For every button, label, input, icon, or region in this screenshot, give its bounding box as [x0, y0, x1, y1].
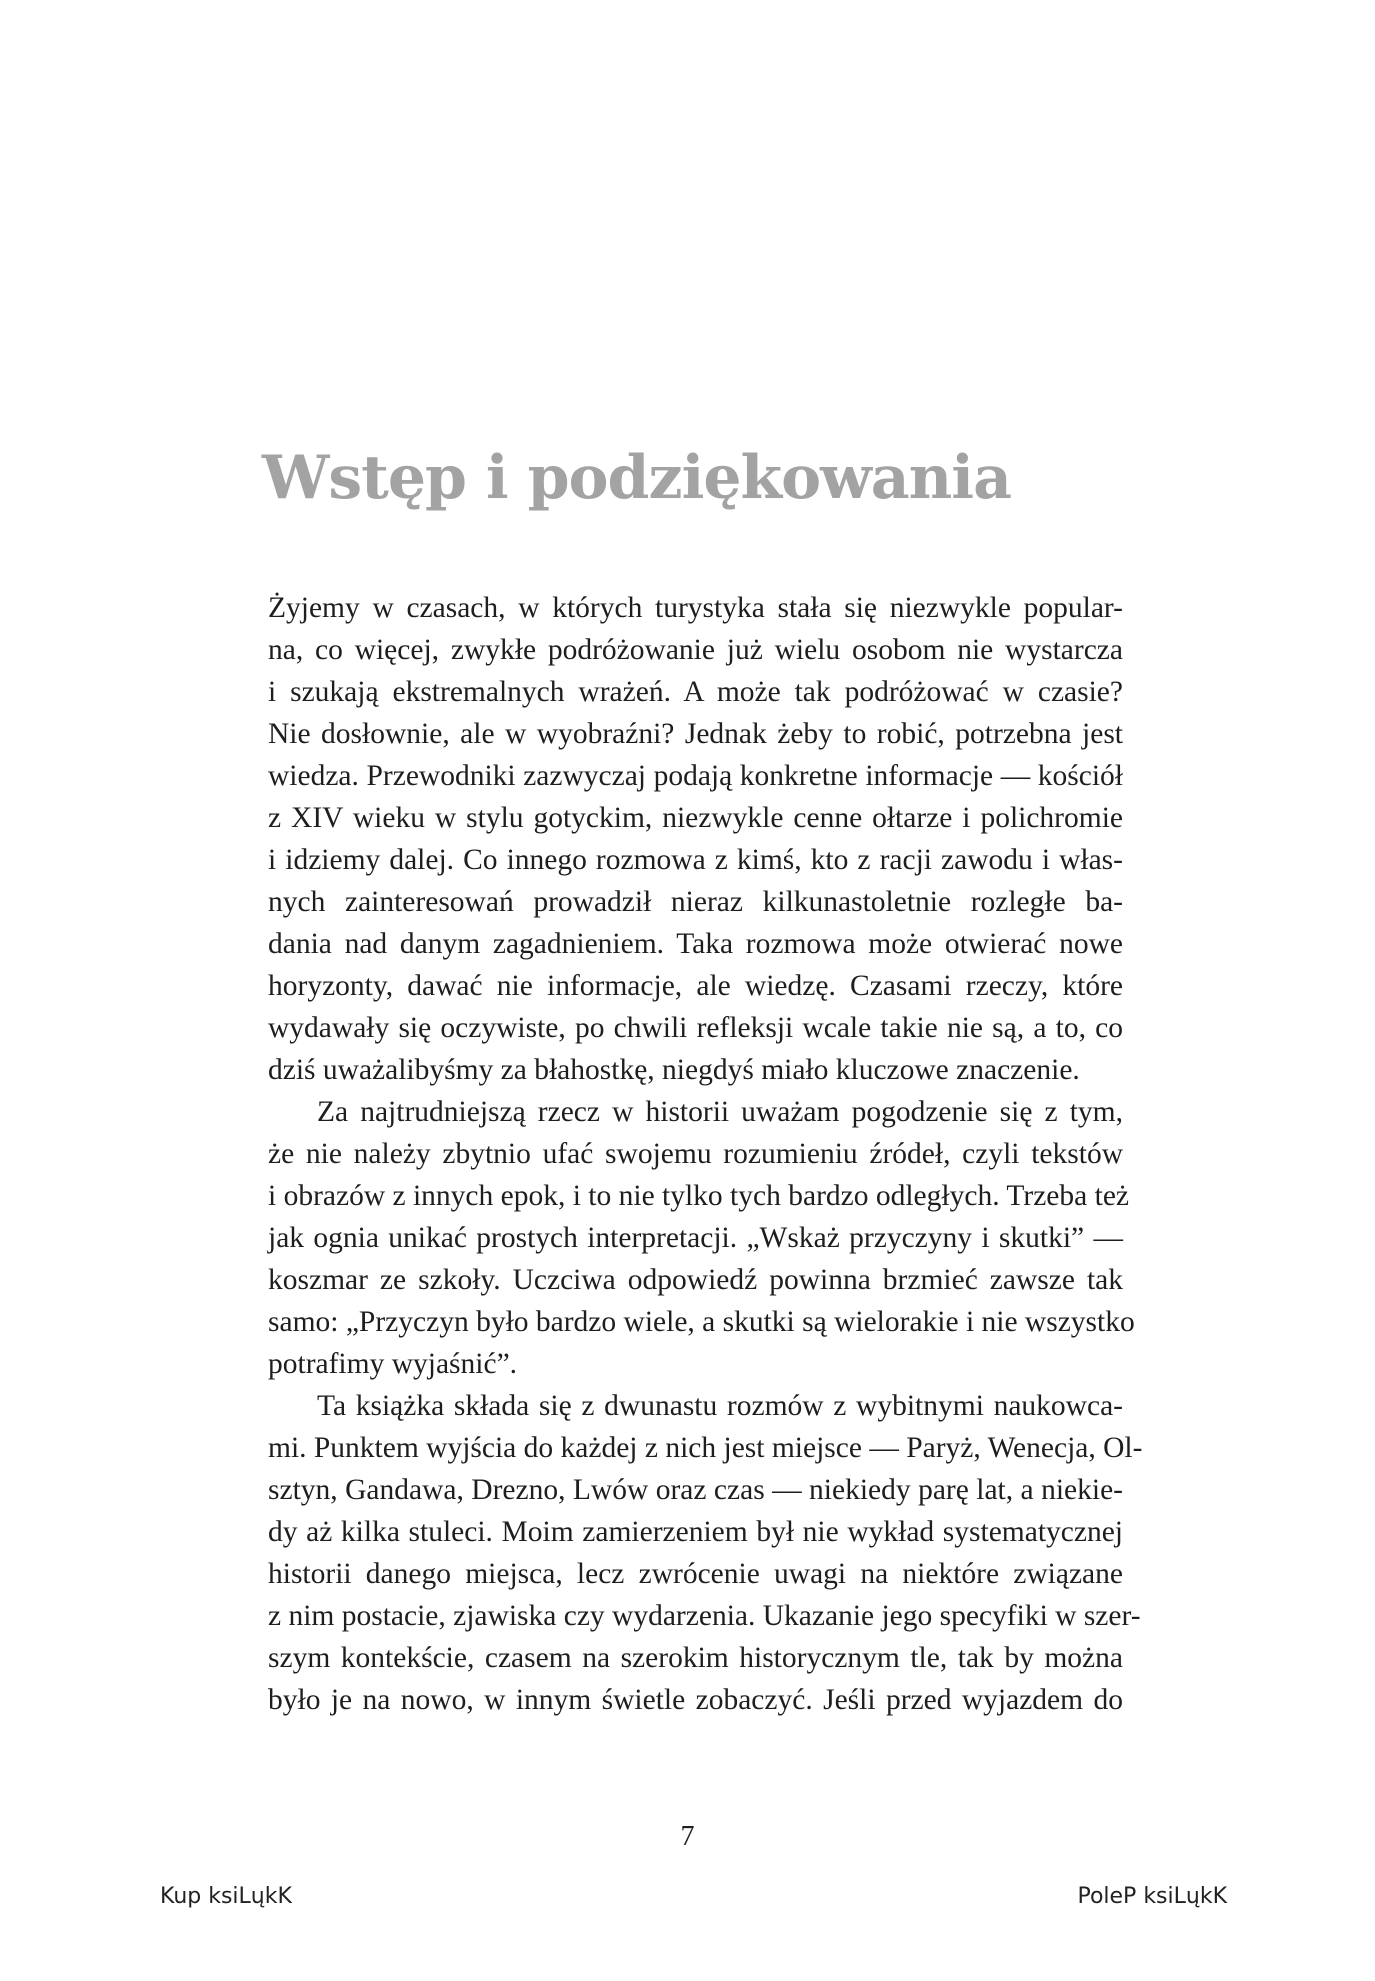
text-line: i obrazów z innych epok, i to nie tylko tych bardzo odległych. Trzeba też	[268, 1180, 1130, 1212]
text-line: i szukają ekstremalnych wrażeń. A może tak podróżować w czasie?	[268, 676, 1123, 708]
chapter-title: Wstęp i podziękowania	[262, 443, 1011, 513]
text-line: dania nad danym zagadnieniem. Taka rozmowa może otwierać nowe	[268, 928, 1123, 960]
text-line: wydawały się oczywiste, po chwili refleksji wcale takie nie są, a to, co	[268, 1012, 1123, 1044]
text-line: było je na nowo, w innym świetle zobaczyć. Jeśli przed wyjazdem do	[268, 1684, 1123, 1716]
text-line: nych zainteresowań prowadził nieraz kilkunastoletnie rozległe ba-	[268, 886, 1123, 918]
text-line: z XIV wieku w stylu gotyckim, niezwykle cenne ołtarze i polichromie	[268, 802, 1123, 834]
text-line: koszmar ze szkoły. Uczciwa odpowiedź powinna brzmieć zawsze tak	[268, 1264, 1123, 1296]
text-line: że nie należy zbytnio ufać swojemu rozumieniu źródeł, czyli tekstów	[268, 1138, 1123, 1170]
text-line: wiedza. Przewodniki zazwyczaj podają konkretne informacje — kościół	[268, 760, 1123, 792]
text-line: historii danego miejsca, lecz zwrócenie uwagi na niektóre związane	[268, 1558, 1123, 1590]
text-line: szym kontekście, czasem na szerokim historycznym tle, tak by można	[268, 1642, 1123, 1674]
text-line: Ta książka składa się z dwunastu rozmów z wybitnymi naukowca-	[317, 1390, 1123, 1422]
text-line: Za najtrudniejszą rzecz w historii uważam pogodzenie się z tym,	[317, 1096, 1123, 1128]
text-line: jak ognia unikać prostych interpretacji. „Wskaż przyczyny i skutki” —	[268, 1222, 1123, 1254]
text-line: dziś uważalibyśmy za błahostkę, niegdyś miało kluczowe znaczenie.	[268, 1054, 1080, 1086]
text-line: samo: „Przyczyn było bardzo wiele, a skutki są wielorakie i nie wszystko	[268, 1306, 1135, 1338]
body-text	[268, 587, 1143, 1721]
text-line: mi. Punktem wyjścia do każdej z nich jest miejsce — Paryż, Wenecja, Ol-	[268, 1432, 1143, 1464]
footer-buy-book-link[interactable]: Kup ksiLųkK	[160, 1884, 292, 1909]
footer-recommend-book-link[interactable]: PoleP ksiLųkK	[1077, 1884, 1227, 1909]
text-line: potrafimy wyjaśnić”.	[268, 1348, 518, 1380]
text-line: na, co więcej, zwykłe podróżowanie już wielu osobom nie wystarcza	[268, 634, 1123, 666]
text-line: dy aż kilka stuleci. Moim zamierzeniem był nie wykład systematycznej	[268, 1516, 1123, 1548]
text-line: sztyn, Gandawa, Drezno, Lwów oraz czas — niekiedy parę lat, a niekie-	[268, 1474, 1123, 1506]
text-line: z nim postacie, zjawiska czy wydarzenia. Ukazanie jego specyfiki w szer-	[268, 1600, 1141, 1632]
text-line: Nie dosłownie, ale w wyobraźni? Jednak żeby to robić, potrzebna jest	[268, 718, 1123, 750]
text-line: Żyjemy w czasach, w których turystyka stała się niezwykle popular-	[268, 592, 1123, 624]
text-line: i idziemy dalej. Co innego rozmowa z kimś, kto z racji zawodu i włas-	[268, 844, 1123, 876]
text-line: horyzonty, dawać nie informacje, ale wiedzę. Czasami rzeczy, które	[268, 970, 1123, 1002]
page-number: 7	[680, 1821, 695, 1852]
